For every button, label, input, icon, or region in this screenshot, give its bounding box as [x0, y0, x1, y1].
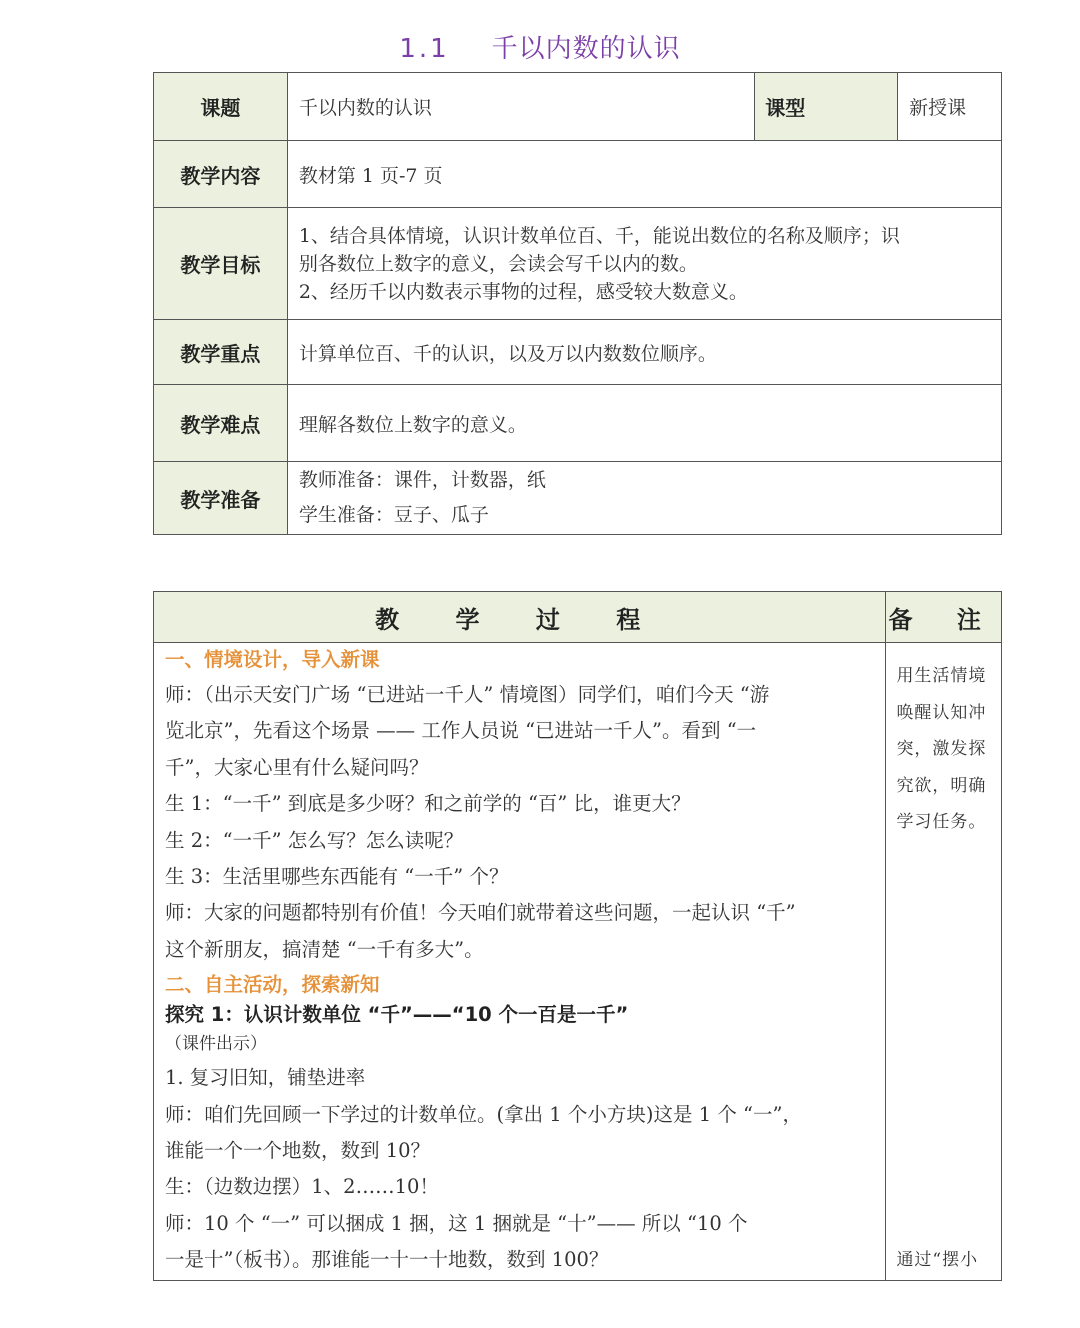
subsection-heading: 探究 1：认识计数单位 “千”——“10 个一百是一千”: [165, 1003, 629, 1027]
process-line: 师：咱们先回顾一下学过的计数单位。(拿出 1 个小方块)这是 1 个 “一”，: [165, 1102, 802, 1126]
row-topic: [154, 73, 1002, 141]
process-line: 谁能一个一个地数，数到 10？: [165, 1139, 431, 1163]
note-line: 用生活情境: [896, 666, 987, 686]
process-line: 师：大家的问题都特别有价值！今天咱们就带着这些问题，一起认识 “千”: [165, 901, 796, 925]
note-line: 唤醒认知冲: [896, 702, 987, 723]
note-line: 学习任务。: [896, 812, 987, 832]
type-value: 新授课: [898, 73, 1002, 141]
content-value: 教材第 1 页-7 页: [287, 141, 1001, 208]
process-table: [153, 591, 1002, 1281]
process-line: 一是十”（板书）。那谁能一十一十地数，数到 100？: [165, 1248, 609, 1272]
process-line: 生 2：“一千” 怎么写？怎么读呢？: [165, 828, 464, 852]
row-prep: [154, 462, 1002, 535]
title-number: 1.1: [399, 34, 450, 64]
prep-line: 学生准备：豆子、瓜子: [298, 504, 489, 526]
row-key-point: [154, 320, 1002, 385]
process-line: 1. 复习旧知，铺垫进率: [165, 1066, 366, 1090]
type-label: 课型: [755, 73, 898, 141]
prep-value: [287, 462, 1001, 535]
process-line: 生 1：“一千” 到底是多少呀？和之前学的 “百” 比，谁更大？: [165, 792, 691, 816]
section-heading: 一、情境设计，导入新课: [165, 648, 380, 671]
process-body: [154, 643, 886, 1281]
process-line: 师：10 个 “一” 可以捆成 1 捆，这 1 捆就是 “十”—— 所以 “10 个: [165, 1211, 748, 1235]
key-value: 计算单位百、千的认识，以及万以内数数位顺序。: [287, 320, 1001, 385]
row-content: [154, 141, 1002, 208]
prep-label: 教学准备: [154, 462, 288, 535]
difficulty-label: 教学难点: [154, 385, 288, 462]
process-line: 览北京”，先看这个场景 —— 工作人员说 “已进站一千人”。看到 “一: [165, 719, 757, 743]
goal-line: 别各数位上数字的意义，会读会写千以内的数。: [298, 252, 698, 275]
process-line: 生 3：生活里哪些东西能有 “一千” 个？: [165, 865, 509, 889]
goal-line: 1、结合具体情境，认识计数单位百、千，能说出数位的名称及顺序；识: [298, 224, 900, 247]
process-header-row: [154, 592, 1002, 643]
note-bottom-line: 通过“摆小: [896, 1250, 979, 1270]
process-line: 师：（出示天安门广场 “已进站一千人” 情境图）同学们，咱们今天 “游: [165, 683, 770, 706]
content-label: 教学内容: [154, 141, 288, 208]
key-label: 教学重点: [154, 320, 288, 385]
goal-label: 教学目标: [154, 208, 288, 320]
notes-header: 备 注: [886, 592, 1002, 643]
note-line: 究欲，明确: [896, 775, 987, 796]
prep-line: 教师准备：课件，计数器，纸: [298, 469, 546, 491]
row-goal: [154, 208, 1002, 320]
notes-cell: [886, 643, 1002, 1281]
row-difficulty: [154, 385, 1002, 462]
topic-value: 千以内数的认识: [287, 73, 754, 141]
note-line: 突，激发探: [896, 739, 987, 759]
process-line: 生：（边数边摆）1、2……10！: [165, 1175, 439, 1199]
goal-value: [287, 208, 1001, 320]
lesson-info-table: [153, 72, 1002, 535]
process-body-row: [154, 643, 1002, 1281]
title-text: 千以内数的认识: [491, 34, 681, 64]
goal-line: 2、经历千以内数表示事物的过程，感受较大数意义。: [298, 280, 748, 303]
page-title: [0, 28, 1080, 65]
difficulty-value: 理解各数位上数字的意义。: [287, 385, 1001, 462]
process-line: 千”，大家心里有什么疑问吗？: [165, 755, 429, 779]
notes-text: [886, 643, 1001, 841]
process-line: 这个新朋友，搞清楚 “一千有多大”。: [165, 937, 484, 961]
topic-label: 课题: [154, 73, 288, 141]
process-line: （课件出示）: [165, 1034, 267, 1055]
process-header: 教 学 过 程: [154, 592, 886, 643]
section-heading: 二、自主活动，探索新知: [165, 973, 380, 997]
